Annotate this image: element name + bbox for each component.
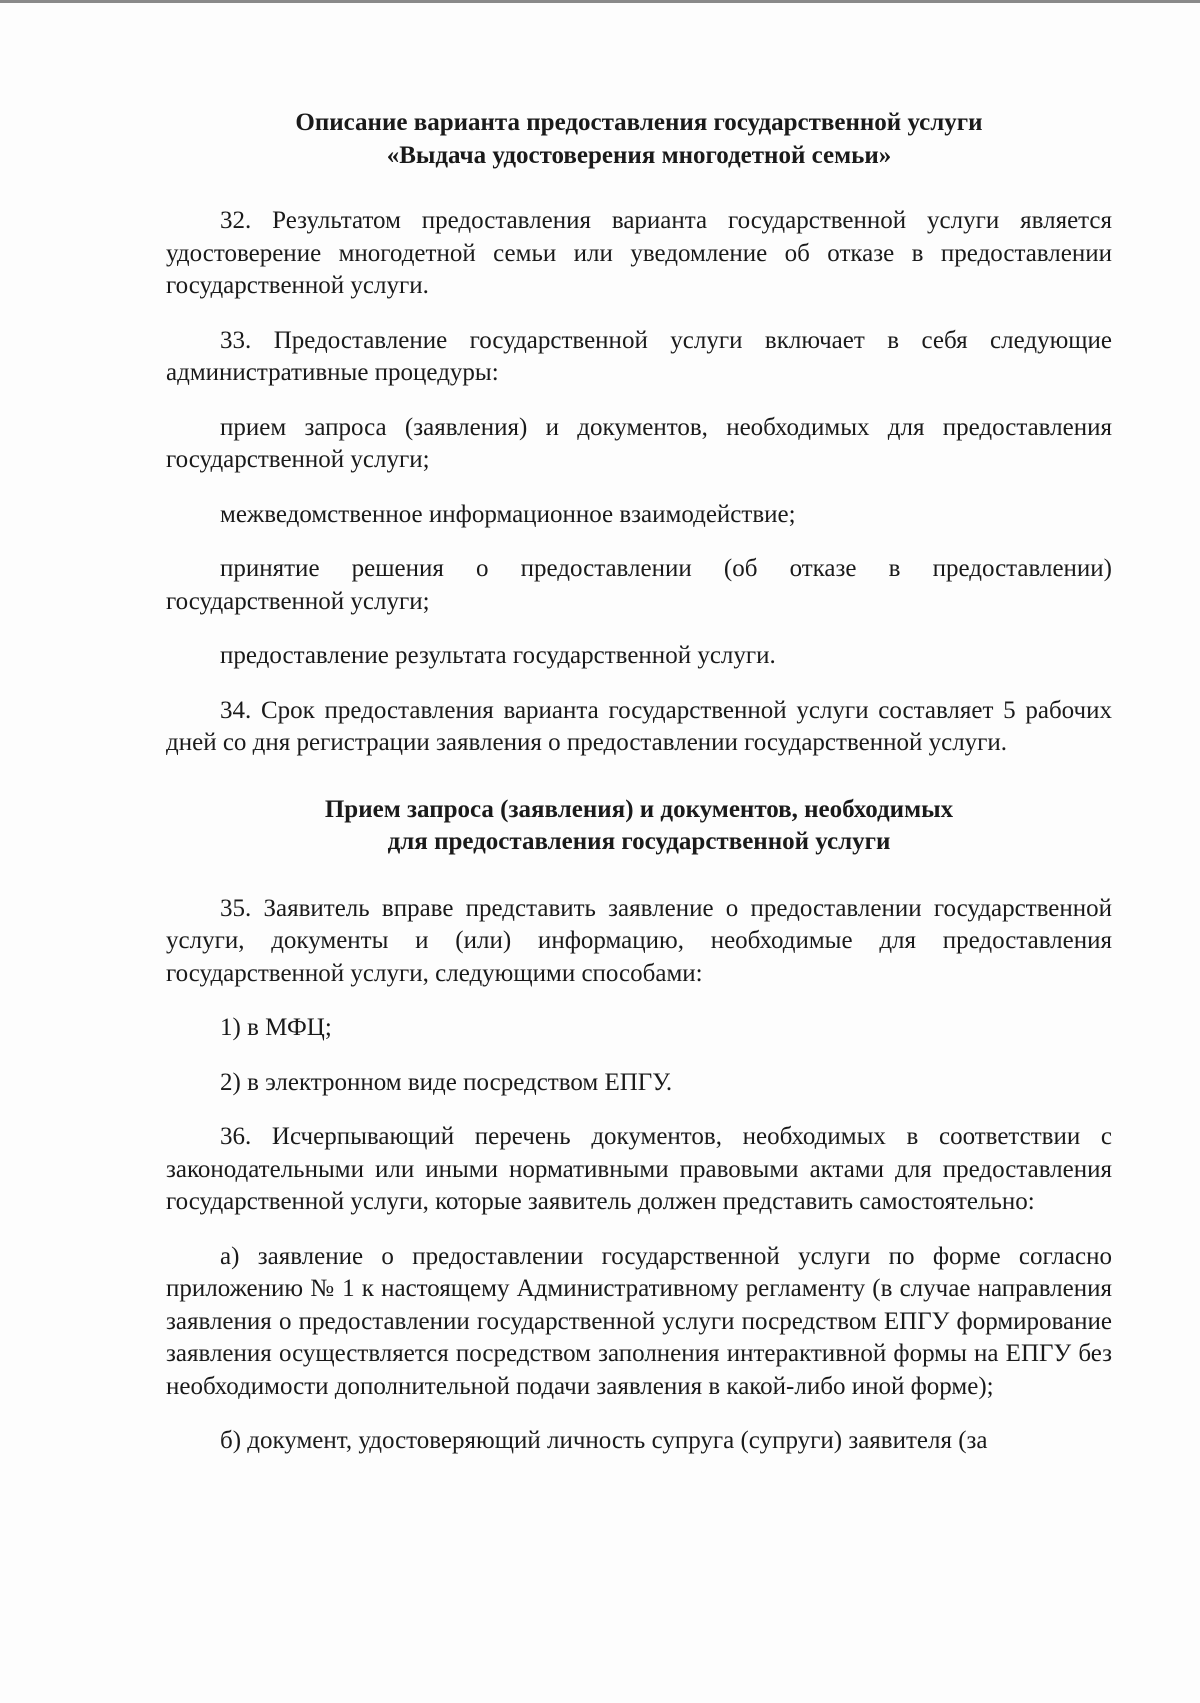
procedure-item: предоставление результата государственной услуги. [220,642,776,669]
heading-line: Описание варианта предоставления государственной услуги [295,109,983,136]
document-body [166,107,1112,1480]
procedure-item: принятие решения о предоставлении (об отказе в предоставлении) государственной услуги; [166,555,1112,615]
paragraph-33: 33. Предоставление государственной услуги включает в себя следующие административные процедуры: [166,326,1112,386]
heading-line: «Выдача удостоверения многодетной семьи» [386,141,892,169]
section-heading-variant-description [166,107,1112,172]
method-item: 2) в электронном виде посредством ЕПГУ. [220,1068,673,1096]
section-heading-request-intake [166,794,1112,859]
document-item-b: б) документ, удостоверяющий личность супруга (супруги) заявителя (за [220,1427,988,1454]
paragraph-34: 34. Срок предоставления варианта государственной услуги составляет 5 рабочих дней со дня регистрации заявления о предоставлении государственной услуги. [166,696,1112,756]
heading-line: для предоставления государственной услуги [387,828,891,855]
heading-line: Прием запроса (заявления) и документов, необходимых [324,795,954,823]
paragraph-35: 35. Заявитель вправе представить заявление о предоставлении государственной услуги, документы и (или) информацию, необходимые для предоставления государственной услуги, следующими способами: [166,894,1112,987]
paragraph-36: 36. Исчерпывающий перечень документов, необходимых в соответствии с законодательными или иными нормативными правовыми актами для предоставления государственной услуги, которые заявитель должен представить самостоятельно: [166,1123,1112,1215]
paragraph-32: 32. Результатом предоставления варианта государственной услуги является удостоверение многодетной семьи или уведомление об отказе в предоставлении государственной услуги. [166,207,1112,299]
method-item: 1) в МФЦ; [220,1014,332,1041]
procedure-item: межведомственное информационное взаимодействие; [220,500,796,528]
document-item-a: а) заявление о предоставлении государственной услуги по форме согласно приложению № 1 к настоящему Административному регламенту (в случае направления заявления о предоставлении государственной услуги посредством ЕПГУ формирование заявления осуществляется посредством заполнения интерактивной формы на ЕПГУ без необходимости дополнительной подачи заявления в какой-либо иной форме); [166,1242,1112,1400]
procedure-item: прием запроса (заявления) и документов, необходимых для предоставления государственной услуги; [166,413,1112,473]
